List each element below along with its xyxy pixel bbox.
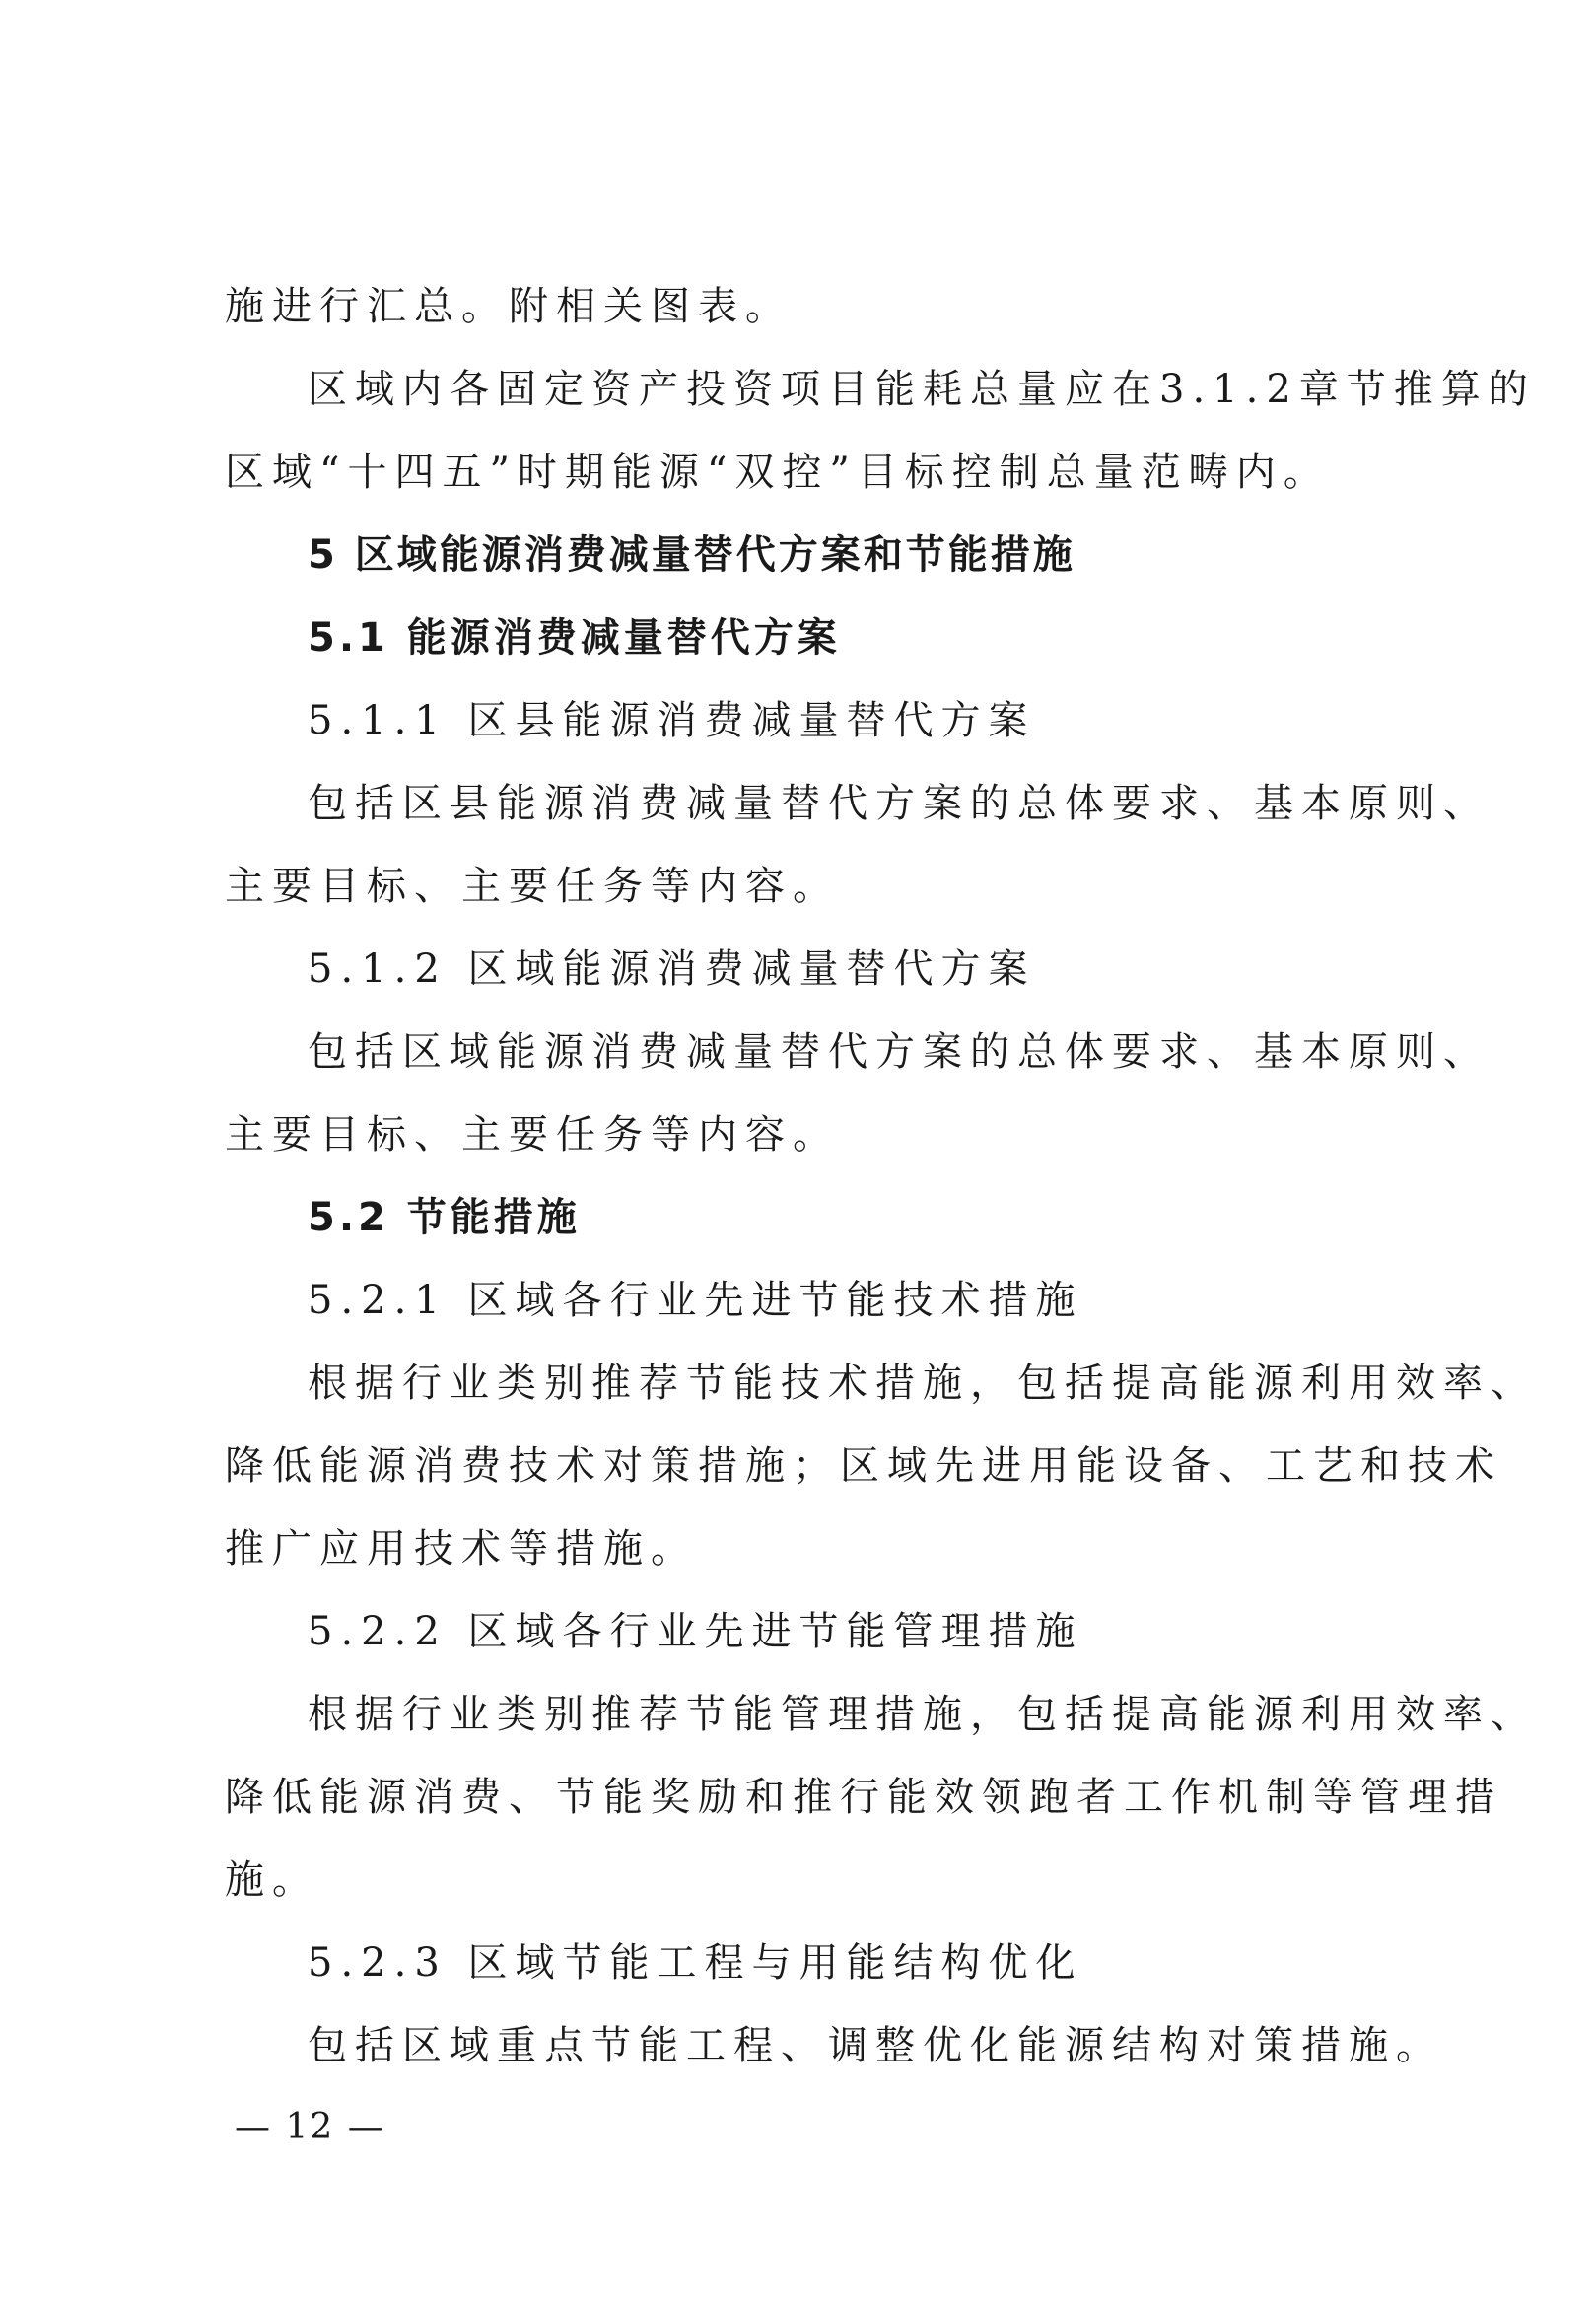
body-text-line: 推广应用技术等措施。 [225,1526,698,1572]
subsection-heading: 5.1 能源消费减量替代方案 [308,615,841,661]
subsection-heading: 5.2 节能措施 [308,1195,581,1240]
page-number: — 12 — [235,2107,385,2147]
body-text-line: 区域内各固定资产投资项目能耗总量应在3.1.2章节推算的 [308,367,1536,412]
subsubsection-heading: 5.2.2 区域各行业先进节能管理措施 [308,1609,1083,1654]
body-text-line: 区域“十四五”时期能源“双控”目标控制总量范畴内。 [225,450,1331,495]
body-text-line: 施进行汇总。附相关图表。 [225,284,793,329]
body-text-line: 包括区域能源消费减量替代方案的总体要求、基本原则、 [308,1029,1491,1075]
section-heading: 5 区域能源消费减量替代方案和节能措施 [308,532,1076,578]
body-text-line: 主要目标、主要任务等内容。 [225,864,840,909]
subsubsection-heading: 5.2.3 区域节能工程与用能结构优化 [308,1940,1083,1986]
body-text-line: 降低能源消费技术对策措施；区域先进用能设备、工艺和技术 [225,1443,1502,1489]
body-text-line: 降低能源消费、节能奖励和推行能效领跑者工作机制等管理措 [225,1775,1502,1820]
body-text-line: 主要目标、主要任务等内容。 [225,1112,840,1157]
body-text-line: 根据行业类别推荐节能管理措施，包括提高能源利用效率、 [308,1692,1538,1737]
body-text-line: 根据行业类别推荐节能技术措施，包括提高能源利用效率、 [308,1361,1538,1406]
subsubsection-heading: 5.1.2 区域能源消费减量替代方案 [308,946,1036,992]
body-text-line: 包括区域重点节能工程、调整优化能源结构对策措施。 [308,2023,1443,2068]
subsubsection-heading: 5.1.1 区县能源消费减量替代方案 [308,698,1036,743]
body-text-line: 包括区县能源消费减量替代方案的总体要求、基本原则、 [308,781,1491,826]
subsubsection-heading: 5.2.1 区域各行业先进节能技术措施 [308,1278,1083,1323]
body-text-line: 施。 [225,1857,319,1903]
